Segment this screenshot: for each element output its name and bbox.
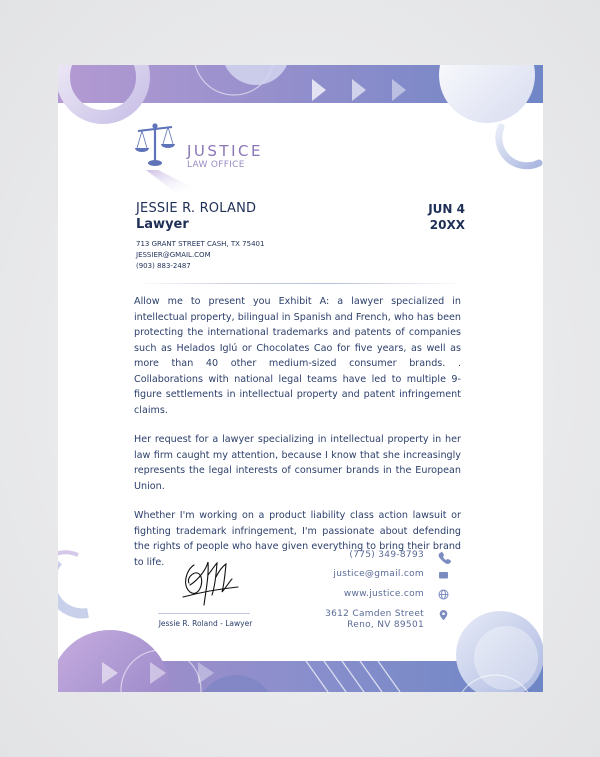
contact-address-line1: 3612 Camden Street <box>325 609 424 619</box>
contact-address <box>325 609 424 631</box>
contact-email: justice@gmail.com <box>333 569 424 579</box>
globe-icon <box>439 590 448 599</box>
sender-name: JESSIE R. ROLAND <box>136 201 257 216</box>
bottom-left-circle <box>58 630 170 692</box>
sender-details <box>136 239 264 272</box>
contact-website: www.justice.com <box>343 589 424 599</box>
sender-phone: (903) 883-2487 <box>136 262 191 270</box>
location-pin-icon <box>440 610 448 620</box>
sender-email: JESSIER@GMAIL.COM <box>136 251 211 259</box>
body-paragraph: Whether I'm working on a product liability class action lawsuit or fighting trademark infringement, I'm passionate about defending the rights of people who have given everything to bring their brand to life. <box>134 510 461 568</box>
contact-address-line2: Reno, NV 89501 <box>347 620 424 630</box>
date-day: JUN 4 <box>428 202 465 216</box>
divider <box>136 283 464 284</box>
body-paragraph: Her request for a lawyer specializing in intellectual property in her law firm caught my attention, because I know that she increasingly represents the legal interests of consumer brands in the European Union. <box>134 434 461 492</box>
logo-title: JUSTICE <box>187 142 263 160</box>
letter-body <box>134 294 461 584</box>
bottom-left-arc <box>58 561 88 613</box>
sender-role: Lawyer <box>136 217 189 232</box>
sender-address: 713 GRANT STREET CASH, TX 75401 <box>136 240 265 248</box>
signature-line <box>158 613 250 614</box>
date-year: 20XX <box>429 218 465 232</box>
letter-date <box>428 201 465 233</box>
top-right-circle <box>439 65 535 123</box>
letterhead-page <box>58 65 543 692</box>
bottom-right-inner-circle <box>474 626 538 690</box>
logo-subtitle: LAW OFFICE <box>187 160 245 170</box>
signature-caption: Jessie R. Roland - Lawyer <box>158 619 253 628</box>
body-paragraph: Allow me to present you Exhibit A: a lawyer specialized in intellectual property, bilingual in Spanish and French, who has been protecting the international trademarks and patents of companies such as Helados Iglú or Chocolates Cao for five years, as well as more than 40 other medium-sized consumer brands. . Collaborations with national legal teams have led to multiple 9-figure settlements in intellectual property and patent infringement claims. <box>134 296 461 416</box>
contact-phone: (775) 349-8793 <box>349 550 424 560</box>
right-arc <box>499 127 539 166</box>
